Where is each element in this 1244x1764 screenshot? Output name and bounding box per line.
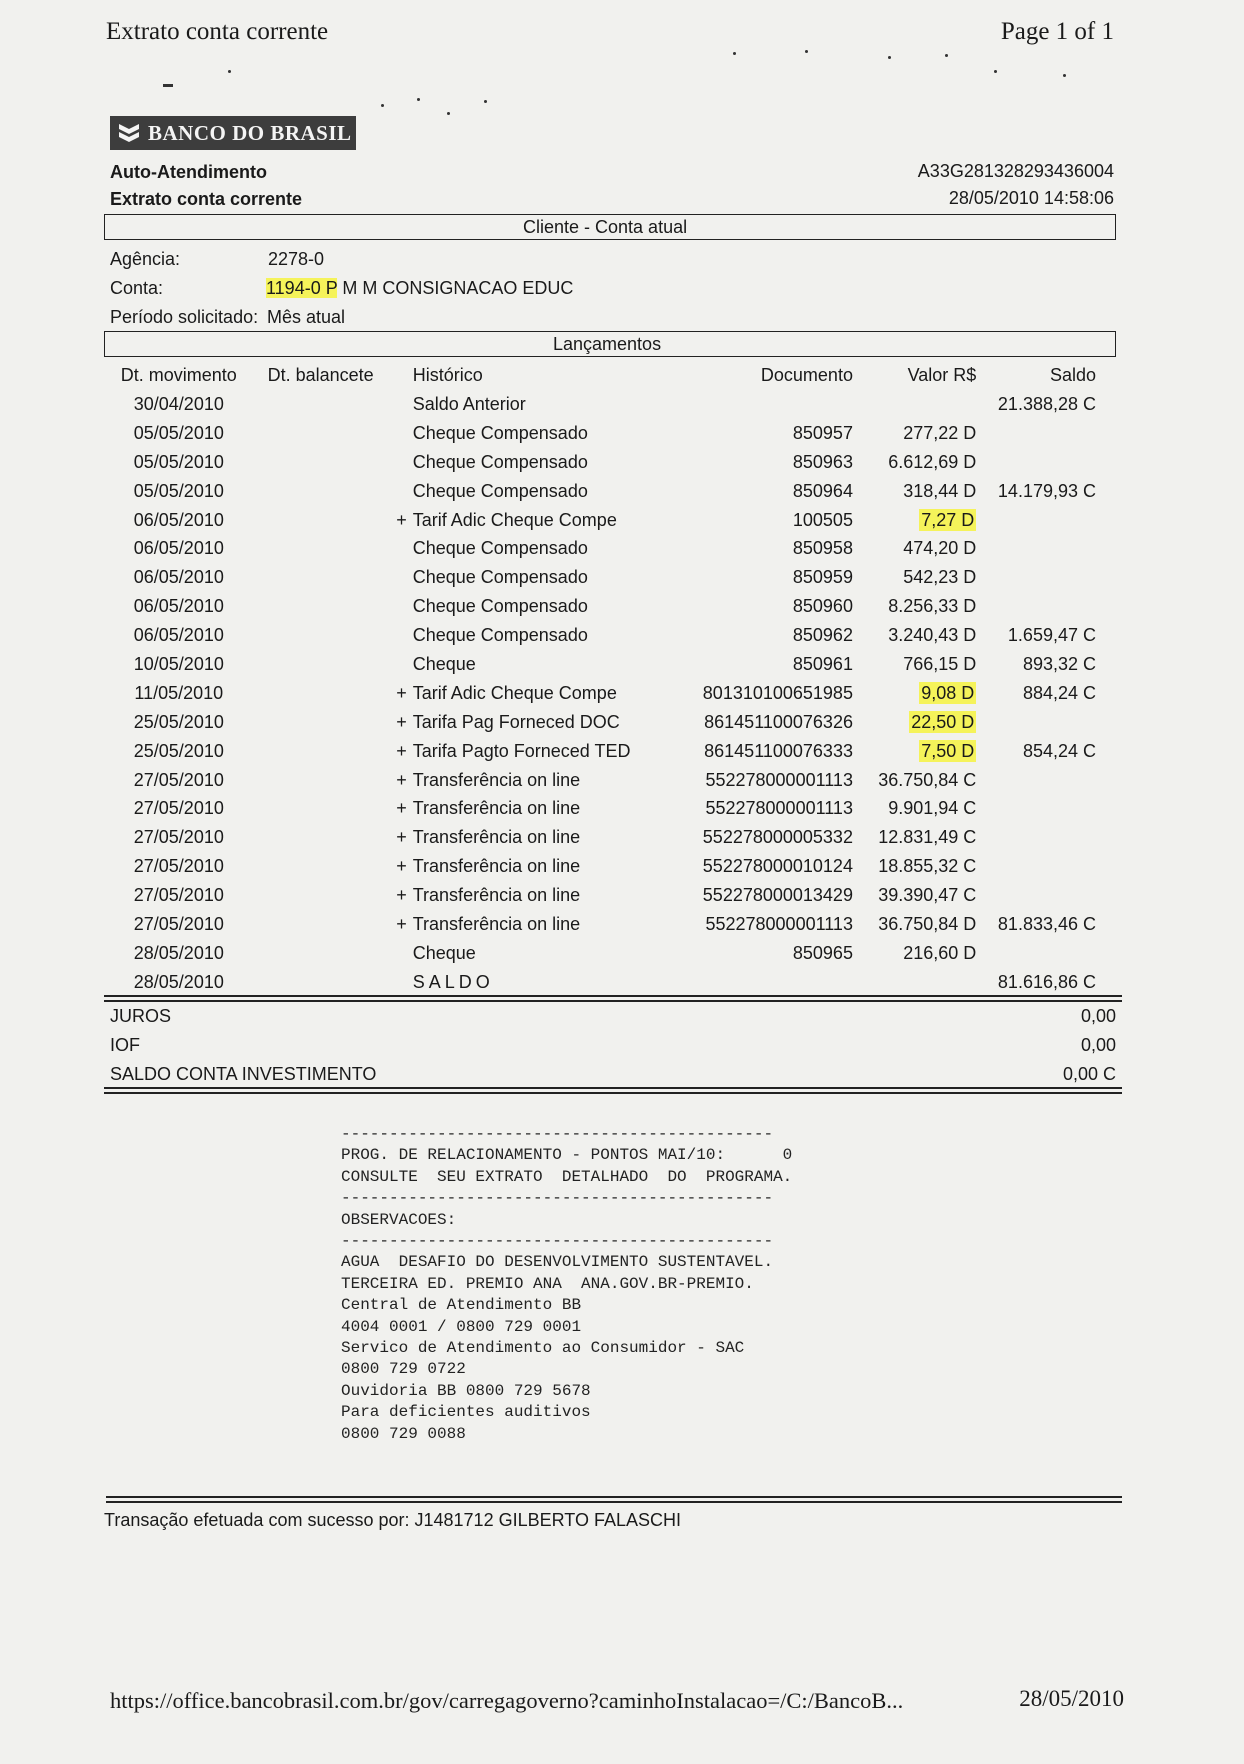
summary-label: SALDO CONTA INVESTIMENTO	[110, 1064, 377, 1084]
cell-dt-movimento: 06/05/2010	[133, 509, 224, 530]
table-row	[104, 534, 1116, 563]
cell-valor: 12.831,49 C	[878, 827, 977, 848]
cell-historico: Cheque Compensado	[412, 480, 588, 501]
browser-print-title: Extrato conta corrente	[106, 18, 329, 45]
cell-saldo	[976, 823, 1116, 852]
cell-dt-movimento: 05/05/2010	[133, 422, 224, 443]
cell-valor: 216,60 D	[903, 942, 977, 963]
cell-documento: 861451100076333	[704, 740, 853, 761]
cell-valor	[853, 506, 976, 535]
conta-number-highlight: 1194-0 P	[266, 278, 338, 298]
cell-dt-balancete	[254, 621, 388, 650]
cell-documento: 850965	[792, 942, 853, 963]
cell-saldo	[976, 766, 1116, 795]
cell-saldo: 854,24 C	[1022, 740, 1096, 761]
transaction-confirmation: Transação efetuada com sucesso por: J1481712 GILBERTO FALASCHI	[104, 1510, 681, 1530]
cell-plus-marker	[388, 563, 413, 592]
statement-datetime: 28/05/2010 14:58:06	[948, 188, 1114, 208]
table-row	[104, 968, 1116, 997]
cell-dt-movimento: 27/05/2010	[133, 856, 224, 877]
cell-dt-balancete	[254, 910, 388, 939]
cell-saldo: 81.833,46 C	[997, 913, 1096, 934]
cell-valor: 542,23 D	[903, 567, 977, 588]
summary-label: JUROS	[110, 1006, 172, 1026]
document-title: Extrato conta corrente	[110, 189, 303, 209]
cell-plus-marker	[388, 448, 413, 477]
highlighted-valor: 9,08 D	[921, 682, 975, 703]
cell-saldo: 21.388,28 C	[997, 393, 1096, 414]
header-saldo: Saldo	[1049, 364, 1096, 385]
cell-documento: 850959	[792, 567, 853, 588]
cell-historico: Tarif Adic Cheque Compe	[412, 509, 617, 530]
table-row	[104, 852, 1116, 881]
cell-dt-movimento: 05/05/2010	[133, 451, 224, 472]
cell-historico: Tarifa Pag Forneced DOC	[412, 711, 620, 732]
cell-documento: 552278000001113	[705, 798, 853, 819]
table-row	[104, 766, 1116, 795]
cell-historico: Cheque Compensado	[412, 567, 588, 588]
table-row	[104, 794, 1116, 823]
header-valor: Valor R$	[907, 364, 977, 385]
cell-historico: Cheque	[412, 942, 476, 963]
cell-documento: 850957	[792, 422, 853, 443]
lancamentos-section-box	[104, 331, 1116, 357]
cell-plus-marker	[388, 477, 413, 506]
cell-dt-movimento: 10/05/2010	[133, 653, 224, 674]
cell-dt-movimento: 06/05/2010	[133, 567, 224, 588]
footer-double-rule	[106, 1496, 1122, 1503]
cell-dt-balancete	[254, 506, 388, 535]
cell-dt-balancete	[254, 390, 388, 419]
cell-saldo: 893,32 C	[1022, 653, 1096, 674]
summary-bottom-double-rule	[104, 1087, 1122, 1094]
cell-plus-marker	[388, 968, 413, 997]
table-row	[104, 881, 1116, 910]
table-row	[104, 679, 1116, 708]
banco-do-brasil-logo	[110, 116, 356, 150]
cell-valor: 8.256,33 D	[888, 596, 977, 617]
cell-dt-movimento: 05/05/2010	[133, 480, 224, 501]
cell-saldo: 14.179,93 C	[997, 480, 1096, 501]
cell-plus-marker: +	[396, 827, 407, 848]
cell-valor: 6.612,69 D	[888, 451, 977, 472]
cell-dt-movimento: 27/05/2010	[133, 885, 224, 906]
header-dt-movimento: Dt. movimento	[120, 364, 237, 385]
summary-row	[110, 1064, 1116, 1085]
cell-valor: 9.901,94 C	[888, 798, 977, 819]
cell-documento: 552278000005332	[702, 827, 853, 848]
cell-saldo	[976, 881, 1116, 910]
cell-saldo: 1.659,47 C	[1007, 625, 1096, 646]
cell-saldo	[976, 563, 1116, 592]
cell-plus-marker	[388, 390, 413, 419]
table-row	[104, 910, 1116, 939]
cell-dt-movimento: 30/04/2010	[133, 393, 224, 414]
cell-dt-balancete	[254, 419, 388, 448]
cell-saldo	[976, 448, 1116, 477]
cell-plus-marker: +	[396, 856, 407, 877]
cell-dt-balancete	[254, 477, 388, 506]
cell-dt-balancete	[254, 563, 388, 592]
cell-plus-marker: +	[396, 769, 407, 790]
cell-dt-balancete	[254, 737, 388, 766]
cell-saldo	[976, 506, 1116, 535]
cell-documento: 850958	[792, 538, 853, 559]
table-row	[104, 419, 1116, 448]
header-historico: Histórico	[412, 364, 483, 385]
cell-dt-movimento: 25/05/2010	[133, 740, 224, 761]
cell-dt-balancete	[254, 650, 388, 679]
cell-valor: 3.240,43 D	[888, 625, 977, 646]
reference-code: A33G281328293436004	[917, 161, 1114, 181]
cell-dt-movimento: 06/05/2010	[133, 596, 224, 617]
cell-dt-movimento: 25/05/2010	[133, 711, 224, 732]
table-row	[104, 563, 1116, 592]
cell-plus-marker: +	[396, 798, 407, 819]
cell-historico: Cheque Compensado	[412, 625, 588, 646]
cell-dt-movimento: 27/05/2010	[133, 827, 224, 848]
highlighted-valor: 7,50 D	[921, 740, 975, 761]
cell-historico: Cheque Compensado	[412, 538, 588, 559]
cell-dt-balancete	[254, 939, 388, 968]
saldo-final-label: SALDO	[412, 971, 494, 992]
client-section-box	[104, 214, 1116, 240]
table-bottom-double-rule	[104, 995, 1122, 1002]
cell-valor: 36.750,84 C	[878, 769, 977, 790]
cell-dt-balancete	[254, 968, 388, 997]
table-row	[104, 621, 1116, 650]
cell-saldo	[976, 592, 1116, 621]
print-date: 28/05/2010	[1019, 1686, 1124, 1711]
cell-dt-balancete	[254, 881, 388, 910]
cell-historico: Tarif Adic Cheque Compe	[412, 682, 617, 703]
cell-documento: 801310100651985	[702, 682, 853, 703]
cell-historico: Cheque Compensado	[412, 422, 588, 443]
table-row	[104, 737, 1116, 766]
cell-documento: 850961	[792, 653, 853, 674]
table-row	[104, 823, 1116, 852]
print-url: https://office.bancobrasil.com.br/gov/carregagoverno?caminhoInstalacao=/C:/BancoB...	[110, 1688, 904, 1713]
cell-historico: Cheque Compensado	[412, 451, 588, 472]
cell-dt-movimento: 06/05/2010	[133, 538, 224, 559]
cell-plus-marker: +	[396, 740, 407, 761]
cell-plus-marker: +	[396, 711, 407, 732]
program-observations-text: --------------------------------------------- PROG. DE RELACIONAMENTO - PONTOS MAI/10: 0 CONSULTE SEU EXTRATO DETALHADO DO PROGRAMA. --------------------------------------------- OBSERVACOES: --------------------------------------------- AGUA DESAFIO DO DESENVOLVIMENTO SUSTENTAVEL. TERCEIRA ED. PREMIO ANA ANA.GOV.BR-PREMIO. Central de Atendimento BB 4004 0001 / 0800 729 0001 Servico de Atendimento ao Consumidor - SAC 0800 729 0722 Ouvidoria BB 0800 729 5678 Para deficientes auditivos 0800 729 0088	[341, 1125, 793, 1443]
cell-dt-movimento: 27/05/2010	[133, 769, 224, 790]
table-row	[104, 477, 1116, 506]
table-row	[104, 939, 1116, 968]
cell-saldo	[976, 419, 1116, 448]
cell-documento: 861451100076326	[704, 711, 853, 732]
cell-plus-marker	[388, 621, 413, 650]
banco-do-brasil-logo-icon	[116, 120, 142, 146]
transactions-table	[104, 360, 1116, 997]
cell-historico: Cheque Compensado	[412, 596, 588, 617]
table-header-row	[104, 360, 1116, 390]
cell-valor	[853, 737, 976, 766]
cell-dt-movimento: 11/05/2010	[134, 682, 224, 703]
cell-documento: 552278000001113	[705, 913, 853, 934]
cell-dt-balancete	[254, 766, 388, 795]
client-section-label: Cliente - Conta atual	[523, 217, 688, 237]
highlighted-valor: 22,50 D	[911, 711, 975, 732]
table-row	[104, 650, 1116, 679]
cell-dt-balancete	[254, 448, 388, 477]
conta-value	[266, 278, 573, 299]
cell-plus-marker	[388, 650, 413, 679]
cell-valor	[853, 708, 976, 737]
header-documento: Documento	[760, 364, 853, 385]
cell-historico	[413, 968, 667, 997]
periodo-label: Período solicitado:	[110, 307, 259, 327]
cell-dt-balancete	[254, 794, 388, 823]
cell-dt-balancete	[254, 852, 388, 881]
cell-dt-movimento: 27/05/2010	[133, 913, 224, 934]
cell-plus-marker	[388, 534, 413, 563]
cell-dt-balancete	[254, 679, 388, 708]
cell-plus-marker: +	[396, 913, 407, 934]
cell-historico: Transferência on line	[412, 827, 581, 848]
cell-saldo	[976, 794, 1116, 823]
cell-valor	[853, 679, 976, 708]
cell-historico: Transferência on line	[412, 798, 581, 819]
summary-row	[110, 1006, 1116, 1027]
logo-text: BANCO DO BRASIL	[148, 120, 352, 145]
cell-dt-balancete	[254, 823, 388, 852]
cell-documento: 850960	[792, 596, 853, 617]
cell-dt-movimento: 06/05/2010	[133, 625, 224, 646]
periodo-value: Mês atual	[267, 307, 346, 327]
cell-historico: Saldo Anterior	[412, 393, 526, 414]
cell-documento: 552278000010124	[702, 856, 853, 877]
cell-documento: 850962	[792, 625, 853, 646]
table-row	[104, 592, 1116, 621]
cell-valor	[853, 968, 976, 997]
cell-documento: 100505	[792, 509, 853, 530]
cell-plus-marker	[388, 939, 413, 968]
cell-saldo	[976, 534, 1116, 563]
cell-plus-marker	[388, 592, 413, 621]
cell-historico: Transferência on line	[412, 913, 581, 934]
cell-valor: 36.750,84 D	[878, 913, 977, 934]
cell-plus-marker: +	[396, 682, 407, 703]
cell-saldo	[976, 708, 1116, 737]
cell-valor: 318,44 D	[903, 480, 977, 501]
cell-historico: Transferência on line	[412, 856, 581, 877]
cell-historico: Transferência on line	[412, 769, 581, 790]
cell-documento	[667, 390, 853, 419]
cell-historico: Cheque	[412, 653, 476, 674]
cell-saldo: 884,24 C	[1022, 682, 1096, 703]
cell-valor: 474,20 D	[903, 538, 977, 559]
cell-dt-balancete	[254, 708, 388, 737]
transactions-body	[104, 390, 1116, 997]
agencia-label: Agência:	[110, 249, 181, 269]
table-row	[104, 506, 1116, 535]
cell-documento: 850964	[792, 480, 853, 501]
cell-valor	[853, 390, 976, 419]
cell-documento: 552278000013429	[702, 885, 853, 906]
summary-value: 0,00 C	[1062, 1064, 1116, 1084]
cell-plus-marker: +	[396, 885, 407, 906]
cell-dt-movimento: 27/05/2010	[133, 798, 224, 819]
cell-dt-movimento: 28/05/2010	[133, 971, 224, 992]
cell-dt-balancete	[254, 534, 388, 563]
summary-label: IOF	[110, 1035, 140, 1055]
cell-historico: Tarifa Pagto Forneced TED	[412, 740, 631, 761]
table-row	[104, 448, 1116, 477]
service-name: Auto-Atendimento	[110, 162, 267, 182]
summary-value: 0,00	[1080, 1035, 1116, 1055]
summary-row	[110, 1035, 1116, 1056]
cell-saldo	[976, 939, 1116, 968]
agencia-value: 2278-0	[268, 249, 325, 269]
browser-print-page-number: Page 1 of 1	[1000, 18, 1114, 45]
summary-value: 0,00	[1080, 1006, 1116, 1026]
header-dt-balancete: Dt. balancete	[267, 364, 374, 385]
cell-dt-balancete	[254, 592, 388, 621]
cell-saldo: 81.616,86 C	[997, 971, 1096, 992]
conta-label: Conta:	[110, 278, 164, 298]
cell-documento: 850963	[792, 451, 853, 472]
cell-documento	[667, 968, 853, 997]
cell-valor: 766,15 D	[903, 653, 977, 674]
lancamentos-section-label: Lançamentos	[553, 334, 662, 354]
cell-valor: 277,22 D	[903, 422, 977, 443]
conta-holder-name: M M CONSIGNACAO EDUC	[342, 278, 574, 298]
table-row	[104, 708, 1116, 737]
cell-historico: Transferência on line	[412, 885, 581, 906]
cell-plus-marker	[388, 419, 413, 448]
cell-dt-movimento: 28/05/2010	[133, 942, 224, 963]
cell-valor: 39.390,47 C	[878, 885, 977, 906]
table-row	[104, 390, 1116, 419]
cell-documento: 552278000001113	[705, 769, 853, 790]
cell-plus-marker: +	[396, 509, 407, 530]
cell-valor: 18.855,32 C	[878, 856, 977, 877]
highlighted-valor: 7,27 D	[921, 509, 975, 530]
cell-saldo	[976, 852, 1116, 881]
